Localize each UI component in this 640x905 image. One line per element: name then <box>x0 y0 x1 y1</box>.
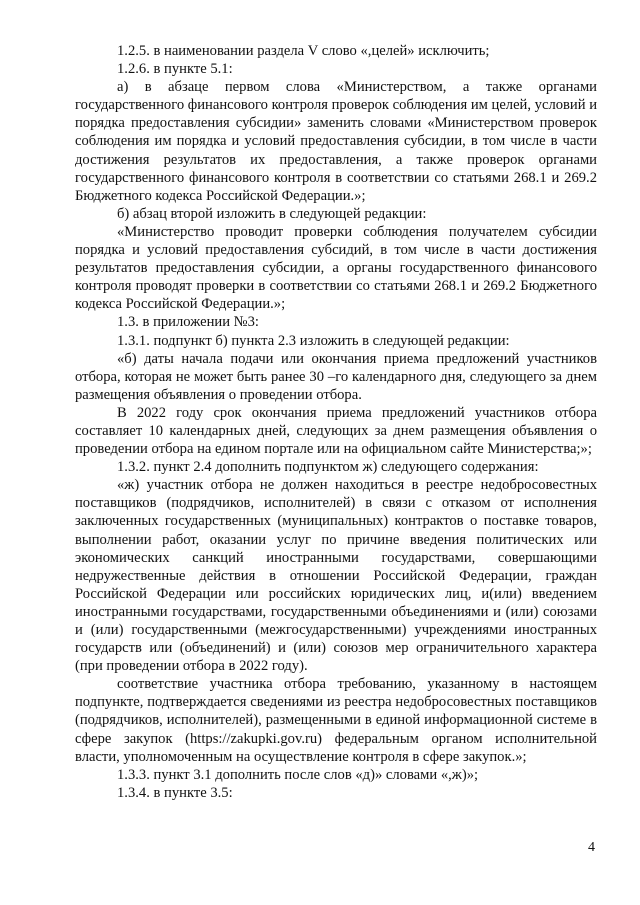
page-number: 4 <box>588 840 595 855</box>
paragraph-1-3-1: 1.3.1. подпункт б) пункта 2.3 изложить в следующей редакции: <box>117 332 510 349</box>
paragraph-sub-b: «б) даты начала подачи или окончания приема предложений участников отбора, которая не может быть ранее 30 –го календарного дня, следующего за днем размещения объявления о проведении отбора. <box>75 350 597 403</box>
paragraph-b-text: «Министерство проводит проверки соблюдения получателем субсидии порядка и условий предоставления субсидий, в том числе в части достижения результатов предоставления субсидии, а органы государственного финансового контроля проводят проверки в соответствии со статьями 268.1 и 269.2 Бюджетного кодекса Российской Федерации.»; <box>75 223 597 313</box>
paragraph-sub-zh: «ж) участник отбора не должен находиться в реестре недобросовестных поставщиков (подрядчиков, исполнителей) в связи с отказом от исполнения заключенных государственных (муниципальных) контрактов о поставке товаров, выполнении работ, оказании услуг по причине введения политических или экономических санкций иностранными государствами, совершающими недружественные действия в отношении Российской Федерации, граждан Российской Федерации или российских юридических лиц, и(или) введением иностранными государствами, государственными объединениями и (или) союзами и (или) государственными (межгосударственными) учреждениями иностранных государств или (объединений) и (или) союзов мер ограничительного характера (при проведении отбора в 2022 году). <box>75 477 597 675</box>
paragraph-1-3: 1.3. в приложении №3: <box>117 314 259 331</box>
document-body <box>75 42 597 802</box>
paragraph-1-3-4: 1.3.4. в пункте 3.5: <box>117 784 233 801</box>
paragraph-compliance: соответствие участника отбора требованию, указанному в настоящем подпункте, подтверждается сведениями из реестра недобросовестных поставщиков (подрядчиков, исполнителей), размещенными в единой информационной системе в сфере закупок (https://zakupki.gov.ru) федеральным органом исполнительной власти, уполномоченным на осуществление контроля в сфере закупок.»; <box>75 676 597 765</box>
paragraph-1-2-5: 1.2.5. в наименовании раздела V слово «,целей» исключить; <box>117 43 490 59</box>
paragraph-b: б) абзац второй изложить в следующей редакции: <box>117 205 427 222</box>
paragraph-1-2-6: 1.2.6. в пункте 5.1: <box>117 61 233 78</box>
paragraph-1-3-3: 1.3.3. пункт 3.1 дополнить после слов «д)» словами «,ж)»; <box>117 766 479 783</box>
paragraph-1-3-2: 1.3.2. пункт 2.4 дополнить подпунктом ж) следующего содержания: <box>117 459 539 476</box>
paragraph-2022-deadline: В 2022 году срок окончания приема предложений участников отбора составляет 10 календарных дней, следующих за днем размещения объявления о проведении отбора на едином портале или на официальном сайте Министерства;»; <box>75 404 597 458</box>
paragraph-a: а) в абзаце первом слова «Министерством, а также органами государственного финансового контроля проверок соблюдения им целей, условий и порядка предоставления субсидии» заменить словами «Министерством проверок соблюдения им порядка и условий предоставления субсидии, в том числе в части достижения результатов их предоставления, а также проверок органами государственного финансового контроля в соответствии со статьями 268.1 и 269.2 Бюджетного кодекса Российской Федерации.»; <box>75 79 597 204</box>
